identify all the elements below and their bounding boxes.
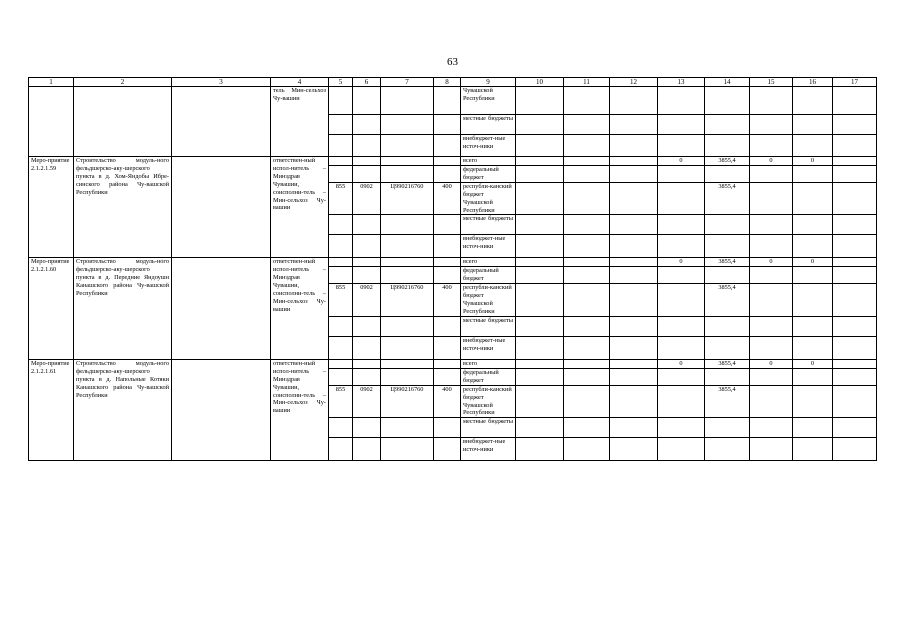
value-cell bbox=[658, 166, 705, 183]
code-cell bbox=[381, 336, 434, 359]
code-cell bbox=[353, 215, 381, 235]
value-cell bbox=[610, 235, 658, 258]
program-table bbox=[28, 77, 877, 461]
value-cell bbox=[658, 368, 705, 385]
measure-title: Строительство модуль-ного фельдшерско-аку-шерского пункта в д. Хом-Яндобы Ибре-синского района Чу-вашской Республики bbox=[74, 157, 172, 258]
value-cell bbox=[833, 316, 877, 336]
value-cell bbox=[610, 157, 658, 166]
funding-source: местные бюджеты bbox=[461, 215, 516, 235]
code-cell bbox=[381, 267, 434, 284]
code-cell bbox=[434, 215, 461, 235]
code-cell bbox=[434, 166, 461, 183]
value-cell bbox=[750, 284, 793, 317]
column-number: 6 bbox=[353, 78, 381, 87]
value-cell bbox=[564, 235, 610, 258]
value-cell bbox=[610, 359, 658, 368]
value-cell bbox=[516, 284, 564, 317]
code-cell bbox=[329, 316, 353, 336]
value-cell bbox=[564, 182, 610, 215]
funding-source: местные бюджеты bbox=[461, 316, 516, 336]
value-cell bbox=[516, 438, 564, 461]
value-cell bbox=[793, 418, 833, 438]
code-cell bbox=[434, 87, 461, 115]
value-cell bbox=[516, 115, 564, 135]
measure-label: Меро-приятие 2.1.2.1.61 bbox=[29, 359, 74, 460]
funding-source: местные бюджеты bbox=[461, 115, 516, 135]
value-cell bbox=[516, 267, 564, 284]
column-number: 5 bbox=[329, 78, 353, 87]
value-cell bbox=[793, 235, 833, 258]
value-cell bbox=[516, 258, 564, 267]
value-cell bbox=[833, 87, 877, 115]
table-row bbox=[29, 258, 877, 267]
value-cell bbox=[564, 115, 610, 135]
value-cell bbox=[750, 182, 793, 215]
value-cell bbox=[564, 215, 610, 235]
value-cell bbox=[833, 284, 877, 317]
code-cell bbox=[353, 336, 381, 359]
value-cell bbox=[705, 235, 750, 258]
column-number: 3 bbox=[172, 78, 271, 87]
value-cell: 0 bbox=[793, 359, 833, 368]
value-cell bbox=[833, 135, 877, 157]
measure-label: Меро-приятие 2.1.2.1.60 bbox=[29, 258, 74, 359]
value-cell: 0 bbox=[658, 359, 705, 368]
funding-source: Чувашской Республики bbox=[461, 87, 516, 115]
value-cell: 0 bbox=[750, 157, 793, 166]
code-cell bbox=[381, 135, 434, 157]
value-cell bbox=[516, 316, 564, 336]
value-cell bbox=[516, 235, 564, 258]
measure-title-cell bbox=[74, 87, 172, 157]
code-cell bbox=[434, 135, 461, 157]
value-cell bbox=[793, 87, 833, 115]
code-cell bbox=[381, 418, 434, 438]
value-cell bbox=[610, 182, 658, 215]
empty-cell bbox=[172, 87, 271, 157]
code-cell bbox=[329, 418, 353, 438]
code-cell: 855 bbox=[329, 182, 353, 215]
value-cell: 0 bbox=[658, 258, 705, 267]
value-cell bbox=[833, 359, 877, 368]
value-cell bbox=[564, 166, 610, 183]
code-cell bbox=[434, 267, 461, 284]
value-cell bbox=[750, 336, 793, 359]
value-cell bbox=[750, 438, 793, 461]
code-cell bbox=[381, 258, 434, 267]
value-cell bbox=[610, 316, 658, 336]
value-cell bbox=[610, 258, 658, 267]
value-cell bbox=[793, 267, 833, 284]
executor-cell: тель Мин-сельхоз Чу-вашии bbox=[271, 87, 329, 157]
executor: ответствен-ный испол-нитель – Минздрав Чувашии, соисполни-тель – Мин-сельхоз Чу-вашии bbox=[271, 157, 329, 258]
value-cell bbox=[750, 368, 793, 385]
code-cell bbox=[381, 87, 434, 115]
table-row bbox=[29, 359, 877, 368]
value-cell bbox=[833, 336, 877, 359]
value-cell bbox=[610, 336, 658, 359]
code-cell: 0902 bbox=[353, 385, 381, 418]
value-cell bbox=[833, 385, 877, 418]
value-cell: 0 bbox=[793, 258, 833, 267]
column-number: 7 bbox=[381, 78, 434, 87]
column-number-row bbox=[29, 78, 877, 87]
code-cell bbox=[434, 359, 461, 368]
code-cell bbox=[381, 166, 434, 183]
code-cell bbox=[381, 215, 434, 235]
code-cell bbox=[329, 438, 353, 461]
value-cell bbox=[658, 385, 705, 418]
value-cell bbox=[516, 418, 564, 438]
value-cell bbox=[833, 368, 877, 385]
code-cell: 0902 bbox=[353, 284, 381, 317]
value-cell bbox=[705, 438, 750, 461]
value-cell bbox=[793, 182, 833, 215]
value-cell: 3855,4 bbox=[705, 359, 750, 368]
code-cell bbox=[329, 135, 353, 157]
code-cell: 0902 bbox=[353, 182, 381, 215]
code-cell bbox=[353, 135, 381, 157]
executor: ответствен-ный испол-нитель – Минздрав Чувашии, соисполни-тель – Мин-сельхоз Чу-вашии bbox=[271, 359, 329, 460]
funding-source: внебюджет-ные источ-ники bbox=[461, 438, 516, 461]
code-cell: 400 bbox=[434, 385, 461, 418]
value-cell bbox=[750, 215, 793, 235]
code-cell bbox=[353, 166, 381, 183]
code-cell bbox=[381, 115, 434, 135]
value-cell bbox=[705, 267, 750, 284]
value-cell bbox=[833, 267, 877, 284]
value-cell bbox=[610, 418, 658, 438]
code-cell: 400 bbox=[434, 182, 461, 215]
code-cell bbox=[329, 166, 353, 183]
value-cell bbox=[516, 215, 564, 235]
value-cell bbox=[793, 438, 833, 461]
value-cell bbox=[750, 115, 793, 135]
column-number: 11 bbox=[564, 78, 610, 87]
value-cell bbox=[516, 166, 564, 183]
value-cell bbox=[516, 157, 564, 166]
value-cell bbox=[564, 284, 610, 317]
code-cell bbox=[329, 368, 353, 385]
code-cell bbox=[329, 336, 353, 359]
value-cell: 3855,4 bbox=[705, 258, 750, 267]
value-cell bbox=[750, 166, 793, 183]
value-cell bbox=[750, 135, 793, 157]
code-cell bbox=[353, 115, 381, 135]
value-cell bbox=[516, 182, 564, 215]
value-cell: 3855,4 bbox=[705, 385, 750, 418]
code-cell bbox=[353, 368, 381, 385]
value-cell bbox=[610, 166, 658, 183]
value-cell bbox=[564, 336, 610, 359]
value-cell bbox=[750, 267, 793, 284]
value-cell bbox=[793, 284, 833, 317]
value-cell bbox=[516, 135, 564, 157]
value-cell bbox=[833, 215, 877, 235]
value-cell bbox=[564, 157, 610, 166]
code-cell bbox=[353, 359, 381, 368]
value-cell bbox=[516, 336, 564, 359]
value-cell bbox=[793, 135, 833, 157]
funding-source: местные бюджеты bbox=[461, 418, 516, 438]
code-cell bbox=[434, 235, 461, 258]
value-cell bbox=[610, 385, 658, 418]
column-number: 15 bbox=[750, 78, 793, 87]
code-cell bbox=[434, 115, 461, 135]
code-cell bbox=[353, 235, 381, 258]
code-cell: 400 bbox=[434, 284, 461, 317]
code-cell bbox=[353, 418, 381, 438]
code-cell bbox=[329, 115, 353, 135]
value-cell: 0 bbox=[750, 258, 793, 267]
funding-source: федеральный бюджет bbox=[461, 166, 516, 183]
funding-source: федеральный бюджет bbox=[461, 267, 516, 284]
value-cell: 0 bbox=[658, 157, 705, 166]
column-number: 10 bbox=[516, 78, 564, 87]
value-cell bbox=[610, 368, 658, 385]
code-cell bbox=[434, 157, 461, 166]
empty-cell bbox=[172, 359, 271, 460]
value-cell bbox=[750, 418, 793, 438]
value-cell bbox=[564, 316, 610, 336]
value-cell bbox=[658, 135, 705, 157]
code-cell bbox=[353, 87, 381, 115]
value-cell bbox=[516, 87, 564, 115]
funding-source: федеральный бюджет bbox=[461, 368, 516, 385]
value-cell bbox=[833, 438, 877, 461]
value-cell bbox=[705, 336, 750, 359]
value-cell bbox=[564, 385, 610, 418]
funding-source: внебюджет-ные источ-ники bbox=[461, 235, 516, 258]
code-cell bbox=[353, 267, 381, 284]
value-cell bbox=[610, 267, 658, 284]
value-cell bbox=[564, 87, 610, 115]
column-number: 12 bbox=[610, 78, 658, 87]
column-number: 8 bbox=[434, 78, 461, 87]
value-cell bbox=[705, 115, 750, 135]
page-number: 63 bbox=[447, 56, 458, 68]
column-number: 4 bbox=[271, 78, 329, 87]
code-cell bbox=[353, 157, 381, 166]
value-cell bbox=[564, 438, 610, 461]
measure-label-cell bbox=[29, 87, 74, 157]
code-cell bbox=[381, 235, 434, 258]
funding-source: республи-канский бюджет Чувашской Республики bbox=[461, 284, 516, 317]
code-cell bbox=[329, 87, 353, 115]
code-cell bbox=[434, 336, 461, 359]
code-cell bbox=[381, 316, 434, 336]
column-number: 13 bbox=[658, 78, 705, 87]
empty-cell bbox=[172, 157, 271, 258]
value-cell bbox=[793, 215, 833, 235]
funding-source: всего bbox=[461, 359, 516, 368]
value-cell bbox=[705, 166, 750, 183]
value-cell: 3855,4 bbox=[705, 182, 750, 215]
value-cell: 0 bbox=[750, 359, 793, 368]
code-cell bbox=[353, 438, 381, 461]
value-cell bbox=[610, 284, 658, 317]
measure-label: Меро-приятие 2.1.2.1.59 bbox=[29, 157, 74, 258]
value-cell bbox=[750, 385, 793, 418]
value-cell bbox=[833, 166, 877, 183]
value-cell bbox=[833, 418, 877, 438]
table-row bbox=[29, 157, 877, 166]
value-cell bbox=[564, 258, 610, 267]
value-cell bbox=[658, 215, 705, 235]
column-number: 1 bbox=[29, 78, 74, 87]
code-cell: Ц990216760 bbox=[381, 284, 434, 317]
code-cell bbox=[329, 235, 353, 258]
value-cell: 3855,4 bbox=[705, 284, 750, 317]
value-cell bbox=[564, 418, 610, 438]
measure-title: Строительство модуль-ного фельдшерско-аку-шерского пункта в д. Передние Яндоушн Канашского района Чу-вашской Республики bbox=[74, 258, 172, 359]
value-cell bbox=[705, 418, 750, 438]
funding-source: внебюджет-ные источ-ники bbox=[461, 135, 516, 157]
value-cell bbox=[658, 87, 705, 115]
column-number: 9 bbox=[461, 78, 516, 87]
code-cell bbox=[381, 157, 434, 166]
value-cell bbox=[658, 438, 705, 461]
value-cell bbox=[658, 284, 705, 317]
value-cell bbox=[833, 182, 877, 215]
code-cell: Ц990216760 bbox=[381, 385, 434, 418]
code-cell: 855 bbox=[329, 284, 353, 317]
value-cell bbox=[833, 157, 877, 166]
value-cell bbox=[705, 87, 750, 115]
code-cell bbox=[434, 258, 461, 267]
value-cell bbox=[516, 359, 564, 368]
code-cell bbox=[434, 316, 461, 336]
code-cell bbox=[353, 258, 381, 267]
value-cell bbox=[793, 166, 833, 183]
value-cell bbox=[750, 87, 793, 115]
code-cell bbox=[329, 215, 353, 235]
column-number: 14 bbox=[705, 78, 750, 87]
code-cell bbox=[381, 438, 434, 461]
value-cell bbox=[610, 87, 658, 115]
value-cell bbox=[833, 235, 877, 258]
funding-source: всего bbox=[461, 157, 516, 166]
value-cell bbox=[793, 385, 833, 418]
code-cell bbox=[329, 359, 353, 368]
code-cell bbox=[329, 258, 353, 267]
column-number: 17 bbox=[833, 78, 877, 87]
value-cell bbox=[564, 359, 610, 368]
value-cell bbox=[833, 115, 877, 135]
code-cell: 855 bbox=[329, 385, 353, 418]
code-cell bbox=[434, 438, 461, 461]
funding-source: республи-канский бюджет Чувашской Республики bbox=[461, 182, 516, 215]
table-row bbox=[29, 87, 877, 115]
value-cell: 0 bbox=[793, 157, 833, 166]
value-cell bbox=[658, 316, 705, 336]
value-cell bbox=[793, 316, 833, 336]
code-cell bbox=[329, 267, 353, 284]
code-cell bbox=[381, 368, 434, 385]
value-cell bbox=[564, 368, 610, 385]
value-cell bbox=[658, 182, 705, 215]
value-cell bbox=[658, 235, 705, 258]
value-cell bbox=[793, 368, 833, 385]
empty-cell bbox=[172, 258, 271, 359]
value-cell bbox=[793, 336, 833, 359]
value-cell bbox=[658, 267, 705, 284]
column-number: 16 bbox=[793, 78, 833, 87]
value-cell bbox=[516, 368, 564, 385]
measure-title: Строительство модуль-ного фельдшерско-аку-шерского пункта в д. Напольные Котяки Канашского района Чу-вашской Республики bbox=[74, 359, 172, 460]
value-cell bbox=[658, 418, 705, 438]
code-cell bbox=[434, 368, 461, 385]
value-cell bbox=[516, 385, 564, 418]
value-cell bbox=[793, 115, 833, 135]
value-cell bbox=[564, 135, 610, 157]
executor: ответствен-ный испол-нитель – Минздрав Чувашии, соисполни-тель – Мин-сельхоз Чу-вашии bbox=[271, 258, 329, 359]
value-cell bbox=[705, 135, 750, 157]
value-cell bbox=[705, 368, 750, 385]
code-cell bbox=[329, 157, 353, 166]
code-cell bbox=[353, 316, 381, 336]
value-cell bbox=[705, 316, 750, 336]
code-cell bbox=[434, 418, 461, 438]
column-number: 2 bbox=[74, 78, 172, 87]
value-cell bbox=[564, 267, 610, 284]
value-cell bbox=[658, 336, 705, 359]
value-cell bbox=[610, 135, 658, 157]
value-cell bbox=[705, 215, 750, 235]
code-cell bbox=[381, 359, 434, 368]
value-cell bbox=[610, 215, 658, 235]
value-cell bbox=[750, 235, 793, 258]
value-cell bbox=[610, 115, 658, 135]
code-cell: Ц990216760 bbox=[381, 182, 434, 215]
funding-source: всего bbox=[461, 258, 516, 267]
value-cell bbox=[610, 438, 658, 461]
funding-source: внебюджет-ные источ-ники bbox=[461, 336, 516, 359]
funding-source: республи-канский бюджет Чувашской Республики bbox=[461, 385, 516, 418]
value-cell bbox=[658, 115, 705, 135]
value-cell: 3855,4 bbox=[705, 157, 750, 166]
value-cell bbox=[750, 316, 793, 336]
value-cell bbox=[833, 258, 877, 267]
